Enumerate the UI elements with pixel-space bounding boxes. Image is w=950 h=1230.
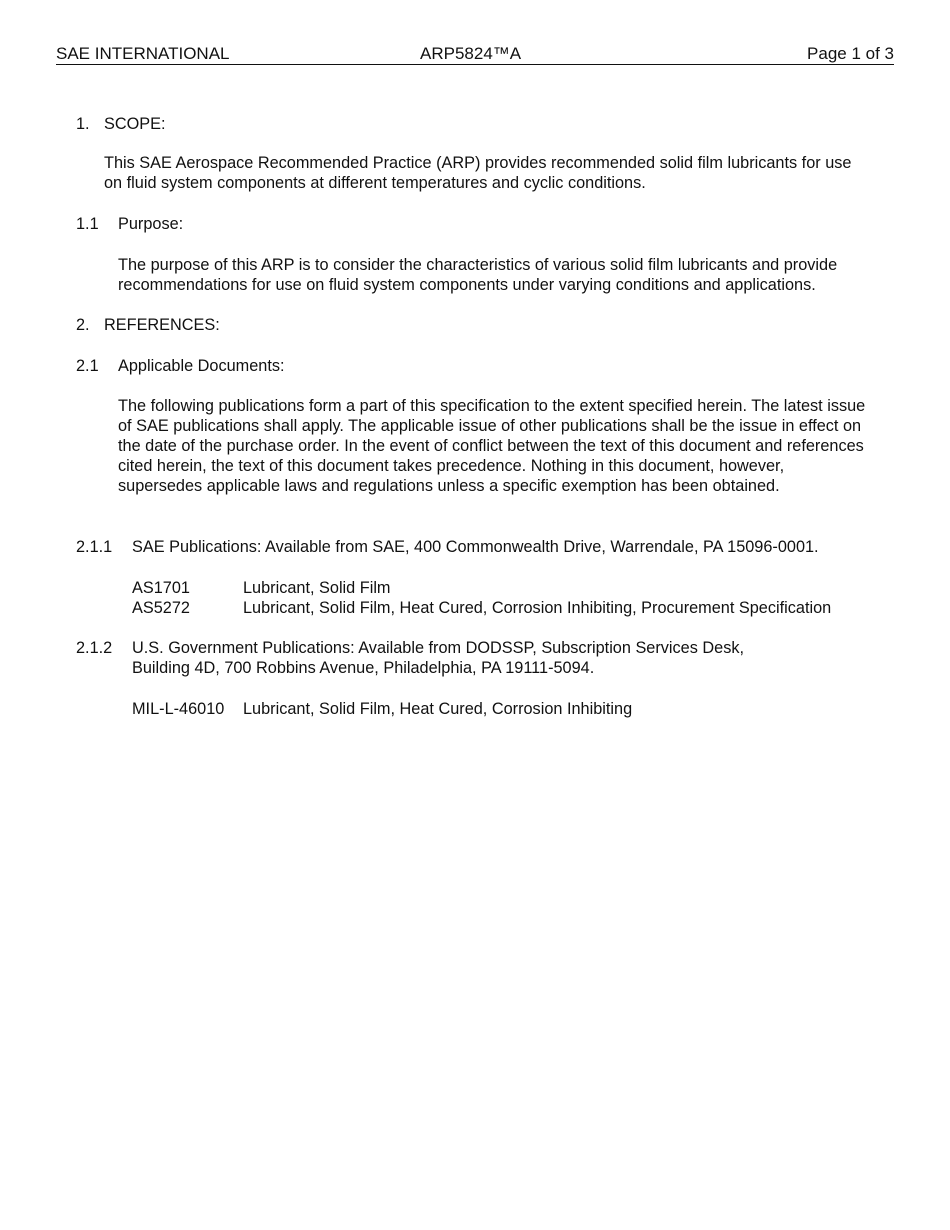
section-2-1-2-number: 2.1.2 xyxy=(76,639,113,657)
section-2-1-title: Applicable Documents: xyxy=(118,357,285,375)
section-2-1-1-title: SAE Publications: Available from SAE, 400 Commonwealth Drive, Warrendale, PA 15096-0001. xyxy=(132,538,819,556)
section-2-1-2-title-line-2: Building 4D, 700 Robbins Avenue, Philadelphia, PA 19111-5094. xyxy=(132,659,595,677)
reference-code: AS1701 xyxy=(132,579,190,597)
header-document-id: ARP5824™A xyxy=(420,44,522,63)
section-1-text: This SAE Aerospace Recommended Practice (ARP) provides recommended solid film lubricants for use on fluid system components at different temperatures and cyclic conditions. xyxy=(104,154,852,193)
section-1-title: SCOPE: xyxy=(104,115,166,133)
reference-code: MIL-L-46010 xyxy=(132,700,225,718)
section-2-1-2-title-line-1: U.S. Government Publications: Available from DODSSP, Subscription Services Desk, xyxy=(132,639,745,657)
section-2-title: REFERENCES: xyxy=(104,316,220,334)
header-page-number: Page 1 of 3 xyxy=(807,44,894,63)
page-header xyxy=(56,44,894,65)
reference-title: Lubricant, Solid Film, Heat Cured, Corrosion Inhibiting, Procurement Specification xyxy=(243,599,832,617)
section-1-1-text: The purpose of this ARP is to consider the characteristics of various solid film lubricants and provide recommendations for use on fluid system components under varying conditions and applications. xyxy=(118,256,838,295)
reference-title: Lubricant, Solid Film xyxy=(243,579,391,597)
reference-code: AS5272 xyxy=(132,599,190,617)
section-2-1-number: 2.1 xyxy=(76,357,99,375)
section-2-1-1-number: 2.1.1 xyxy=(76,538,113,556)
section-1-number: 1. xyxy=(76,115,90,133)
section-1-1-number: 1.1 xyxy=(76,215,99,233)
section-1-1-title: Purpose: xyxy=(118,215,184,233)
section-2-number: 2. xyxy=(76,316,90,334)
section-2-1-text: The following publications form a part of this specification to the extent specified herein. The latest issue of SAE publications shall apply. The applicable issue of other publications shall be the issue in effect on the date of the purchase order. In the event of conflict between the text of this document and references cited herein, the text of this document takes precedence. Nothing in this document, however, supersedes applicable laws and regulations unless a specific exemption has been obtained. xyxy=(118,397,866,496)
header-organization: SAE INTERNATIONAL xyxy=(56,44,230,63)
reference-title: Lubricant, Solid Film, Heat Cured, Corrosion Inhibiting xyxy=(243,700,633,718)
